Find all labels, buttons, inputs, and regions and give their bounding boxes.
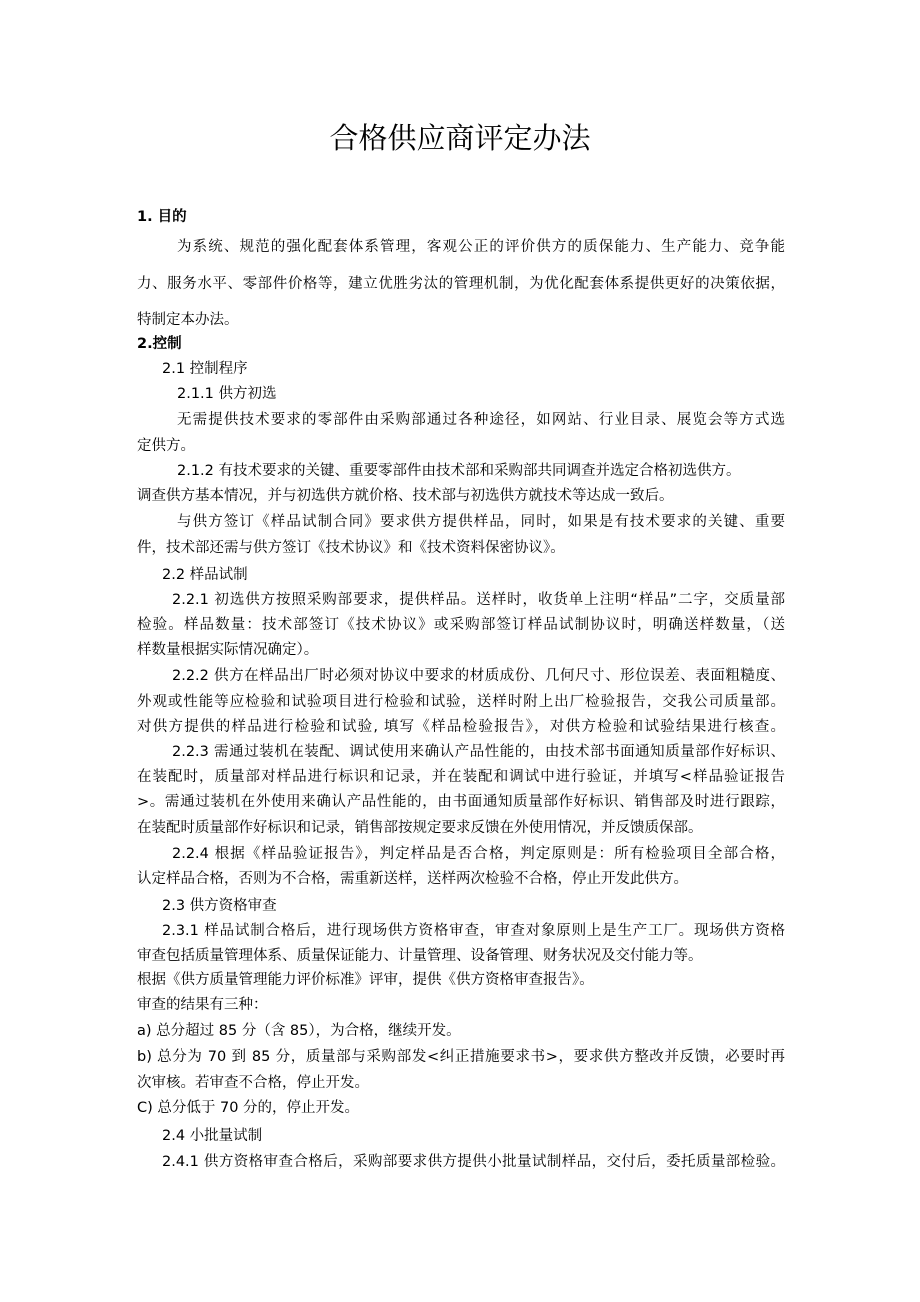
paragraph-line: 定供方。: [137, 438, 195, 454]
section-heading: 1. 目的: [137, 209, 187, 225]
paragraph-line: 检验。样品数量：技术部签订《技术协议》或采购部签订样品试制协议时，明确送样数量，（送: [137, 617, 785, 633]
paragraph-line: 对供方提供的样品进行检验和试验, 填写《样品检验报告》，对供方检验和试验结果进行核查。: [137, 719, 785, 735]
paragraph-line: 审查的结果有三种：: [137, 997, 268, 1013]
paragraph-line: >。需通过装机在外使用来确认产品性能的，由书面通知质量部作好标识、销售部及时进行跟踪，: [137, 794, 785, 810]
subsection-heading: 2.2 样品试制: [162, 567, 248, 583]
list-item: C) 总分低于 70 分的，停止开发。: [137, 1100, 360, 1116]
paragraph-line: 在装配时质量部作好标识和记录，销售部按规定要求反馈在外使用情况，并反馈质保部。: [137, 820, 703, 836]
list-item: b) 总分为 70 到 85 分，质量部与采购部发<纠正措施要求书>，要求供方整改并反馈，必要时再: [137, 1049, 785, 1065]
paragraph-line: 为系统、规范的强化配套体系管理，客观公正的评价供方的质保能力、生产能力、竞争能: [177, 239, 785, 255]
paragraph-line: 力、服务水平、零部件价格等，建立优胜劣汰的管理机制，为优化配套体系提供更好的决策依据，: [137, 276, 785, 292]
paragraph-line: 2.2.4 根据《样品验证报告》，判定样品是否合格，判定原则是：所有检验项目全部合格，: [172, 846, 786, 862]
paragraph-line: 样数量根据实际情况确定）。: [137, 642, 319, 658]
paragraph-line: 审查包括质量管理体系、质量保证能力、计量管理、设备管理、财务状况及交付能力等。: [137, 948, 703, 964]
paragraph-line: 认定样品合格，否则为不合格，需重新送样，送样两次检验不合格，停止开发此供方。: [137, 871, 688, 887]
paragraph-line: 无需提供技术要求的零部件由采购部通过各种途径，如网站、行业目录、展览会等方式选: [177, 412, 785, 428]
list-item-continuation: 次审核。若审查不合格，停止开发。: [137, 1075, 369, 1091]
paragraph-line: 在装配时，质量部对样品进行标识和记录，并在装配和调试中进行验证，并填写<样品验证报告: [137, 769, 785, 785]
subsection-heading: 2.1.1 供方初选: [177, 386, 277, 402]
document-title: 合格供应商评定办法: [329, 121, 591, 155]
paragraph-line: 2.1.2 有技术要求的关键、重要零部件由技术部和采购部共同调查并选定合格初选供方。: [177, 463, 741, 479]
paragraph-line: 2.2.1 初选供方按照采购部要求，提供样品。送样时，收货单上注明“样品”二字，交质量部: [172, 592, 785, 608]
section-heading: 2.控制: [137, 336, 182, 352]
paragraph-line: 根据《供方质量管理能力评价标准》评审，提供《供方资格审查报告》。: [137, 972, 594, 988]
paragraph-line: 调查供方基本情况，并与初选供方就价格、技术部与初选供方就技术等达成一致后。: [137, 488, 674, 504]
paragraph-line: 与供方签订《样品试制合同》要求供方提供样品，同时，如果是有技术要求的关键、重要: [177, 514, 785, 530]
paragraph-line: 2.2.3 需通过装机在装配、调试使用来确认产品性能的，由技术部书面通知质量部作好标识、: [172, 744, 785, 760]
paragraph-line: 2.4.1 供方资格审查合格后，采购部要求供方提供小批量试制样品，交付后，委托质量部检验。: [162, 1154, 785, 1170]
subsection-heading: 2.3 供方资格审查: [162, 898, 277, 914]
paragraph-line: 件，技术部还需与供方签订《技术协议》和《技术资料保密协议》。: [137, 540, 565, 556]
paragraph-line: 特制定本办法。: [137, 312, 239, 328]
subsection-heading: 2.4 小批量试制: [162, 1128, 263, 1144]
paragraph-line: 2.3.1 样品试制合格后，进行现场供方资格审查，审查对象原则上是生产工厂。现场供方资格: [162, 923, 785, 939]
paragraph-line: 外观或性能等应检验和试验项目进行检验和试验，送样时附上出厂检验报告，交我公司质量部。: [137, 694, 785, 710]
list-item: a) 总分超过 85 分（含 85），为合格，继续开发。: [137, 1023, 461, 1039]
paragraph-line: 2.2.2 供方在样品出厂时必须对协议中要求的材质成份、几何尺寸、形位误差、表面粗糙度、: [172, 668, 785, 684]
subsection-heading: 2.1 控制程序: [162, 361, 248, 377]
